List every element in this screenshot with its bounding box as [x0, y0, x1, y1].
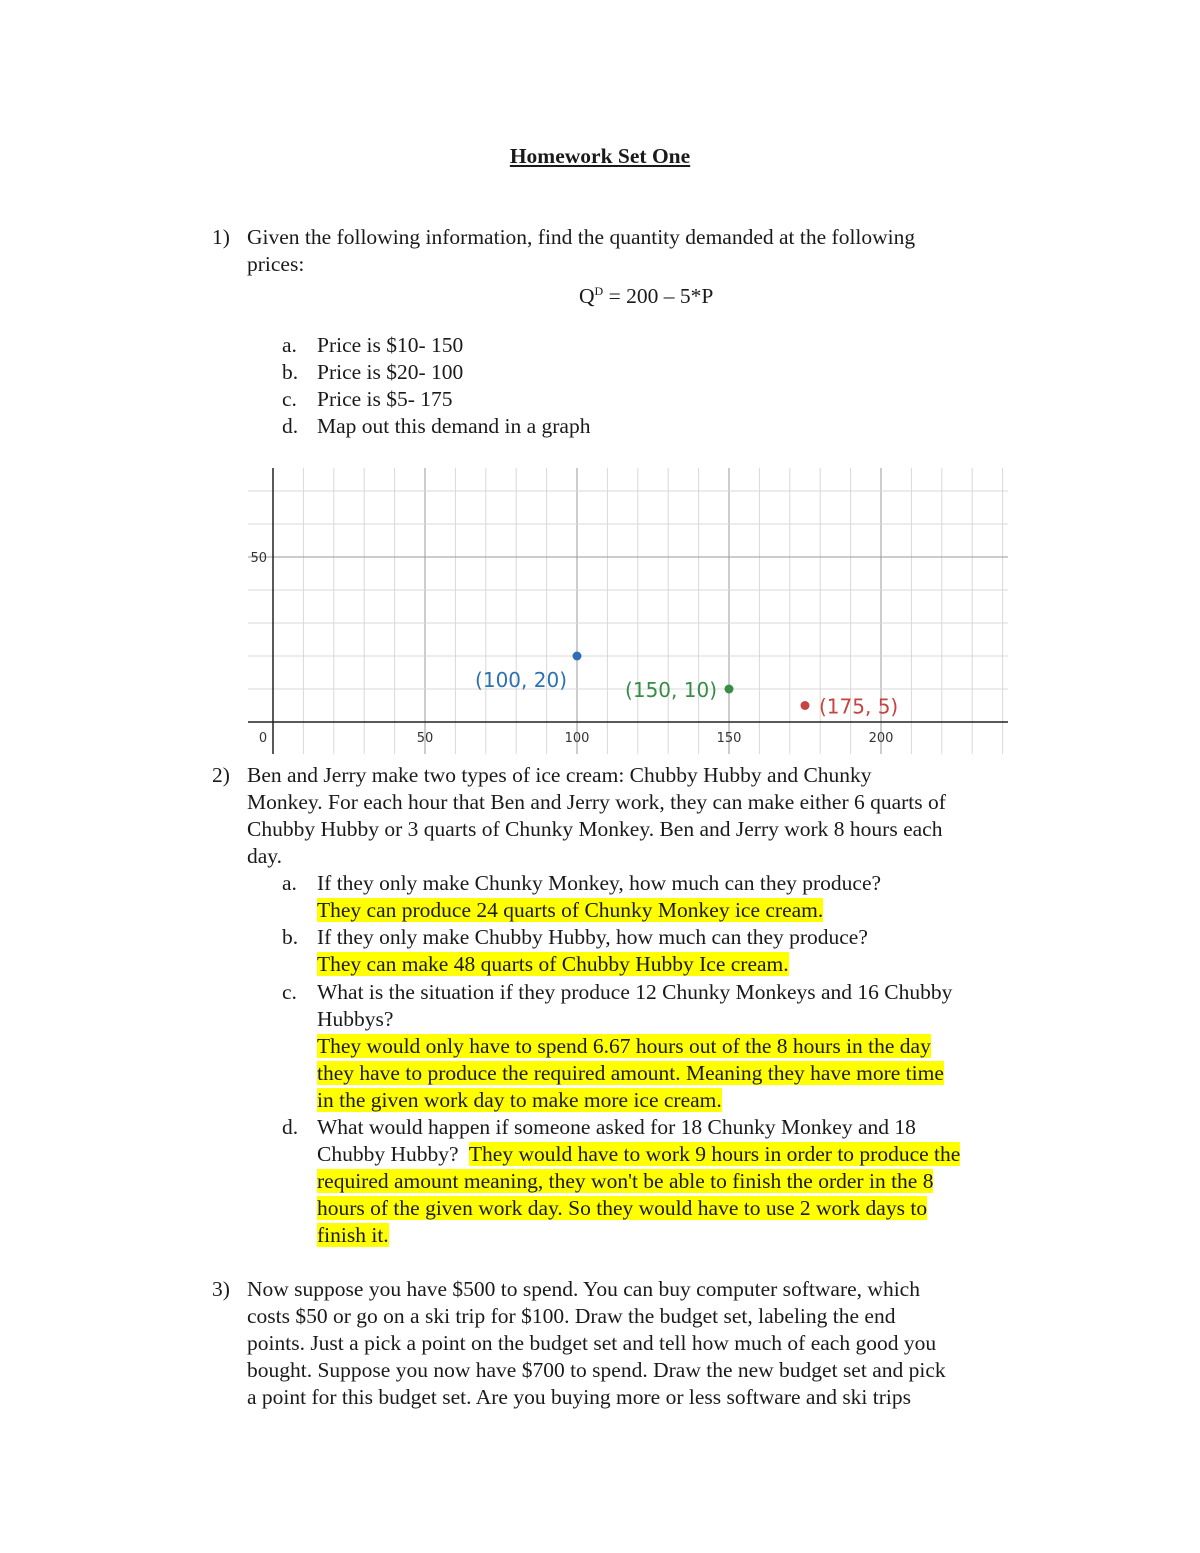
- q1-line: prices:: [247, 252, 305, 276]
- q2c-question: Hubbys?: [317, 1007, 394, 1031]
- x-tick-label: 200: [868, 731, 894, 746]
- q1-number: 1): [212, 225, 230, 249]
- q2d-mixed-line: [317, 1141, 960, 1168]
- q2a-answer: [317, 897, 823, 924]
- highlighted-answer: they have to produce the required amount. Meaning they have more time: [317, 1061, 944, 1085]
- q2a-question: If they only make Chunky Monkey, how much can they produce?: [317, 871, 882, 895]
- q2d-question: What would happen if someone asked for 18 Chunky Monkey and 18: [317, 1115, 916, 1139]
- q2b-answer: [317, 951, 789, 978]
- q1-item-text: Map out this demand in a graph: [317, 414, 591, 438]
- q2c-label: c.: [282, 980, 297, 1004]
- page-title: Homework Set One: [509, 144, 691, 168]
- q1-item-text: Price is $5- 175: [317, 387, 453, 411]
- x-tick-label: 0: [258, 731, 268, 746]
- x-tick-label: 150: [716, 731, 742, 746]
- q1-item-label: b.: [282, 360, 299, 384]
- q2-line: Chubby Hubby or 3 quarts of Chunky Monkey. Ben and Jerry work 8 hours each: [247, 817, 943, 841]
- q2-line: Ben and Jerry make two types of ice cream: Chubby Hubby and Chunky: [247, 763, 872, 787]
- q3-number: 3): [212, 1277, 230, 1301]
- x-tick-label: 50: [416, 731, 434, 746]
- q2d-answer: [317, 1222, 389, 1249]
- q1-item-label: d.: [282, 414, 299, 438]
- q2-line: day.: [247, 844, 283, 868]
- tick-layer: [250, 551, 893, 746]
- x-tick-label: 100: [564, 731, 590, 746]
- highlighted-answer: finish it.: [317, 1223, 389, 1247]
- point-layer: [475, 652, 898, 719]
- q2c-question: What is the situation if they produce 12 Chunky Monkeys and 16 Chubby: [317, 980, 953, 1004]
- q1-item-text: Price is $20- 100: [317, 360, 464, 384]
- q2d-label: d.: [282, 1115, 299, 1139]
- q2b-question: If they only make Chubby Hubby, how much can they produce?: [317, 925, 868, 949]
- q3-line: bought. Suppose you now have $700 to spend. Draw the new budget set and pick: [247, 1358, 946, 1382]
- q2b-label: b.: [282, 925, 299, 949]
- q2d-question: Chubby Hubby?: [317, 1142, 469, 1166]
- highlighted-answer: They can make 48 quarts of Chubby Hubby Ice cream.: [317, 952, 789, 976]
- q1-item-text: Price is $10- 150: [317, 333, 464, 357]
- data-point-label: (175, 5): [819, 694, 899, 719]
- q1-line: Given the following information, find the quantity demanded at the following: [247, 225, 916, 249]
- q2c-answer: [317, 1087, 722, 1114]
- highlighted-answer: hours of the given work day. So they would have to use 2 work days to: [317, 1196, 928, 1220]
- q2a-label: a.: [282, 871, 297, 895]
- formula-superscript: D: [594, 284, 604, 298]
- formula-q: Q: [579, 284, 595, 309]
- data-point-label: (150, 10): [625, 678, 717, 702]
- q2d-answer: [317, 1195, 927, 1222]
- y-tick-label: 50: [250, 551, 267, 566]
- q2-number: 2): [212, 763, 230, 787]
- q2-line: Monkey. For each hour that Ben and Jerry work, they can make either 6 quarts of: [247, 790, 946, 814]
- q1-item-label: a.: [282, 333, 297, 357]
- formula-rest: = 200 – 5*P: [603, 284, 714, 309]
- highlighted-answer: They would have to work 9 hours in order to produce the: [468, 1142, 961, 1166]
- highlighted-answer: They would only have to spend 6.67 hours out of the 8 hours in the day: [317, 1034, 931, 1058]
- data-point-label: (100, 20): [475, 668, 567, 692]
- q2c-answer: [317, 1033, 931, 1060]
- data-point: [725, 685, 734, 694]
- q2d-answer: [317, 1168, 933, 1195]
- q3-line: points. Just a pick a point on the budget set and tell how much of each good you: [247, 1331, 937, 1355]
- highlighted-answer: They can produce 24 quarts of Chunky Monkey ice cream.: [317, 898, 824, 922]
- q3-line: costs $50 or go on a ski trip for $100. Draw the budget set, labeling the end: [247, 1304, 896, 1328]
- q3-line: a point for this budget set. Are you buying more or less software and ski trips: [247, 1385, 912, 1409]
- q3-line: Now suppose you have $500 to spend. You can buy computer software, which: [247, 1277, 920, 1301]
- demand-graph: [240, 462, 1020, 758]
- highlighted-answer: in the given work day to make more ice cream.: [317, 1088, 722, 1112]
- q1-item-label: c.: [282, 387, 297, 411]
- data-point: [573, 652, 582, 661]
- q2c-answer: [317, 1060, 944, 1087]
- data-point: [801, 701, 810, 710]
- highlighted-answer: required amount meaning, they won't be able to finish the order in the 8: [317, 1169, 934, 1193]
- demand-formula: [579, 278, 713, 310]
